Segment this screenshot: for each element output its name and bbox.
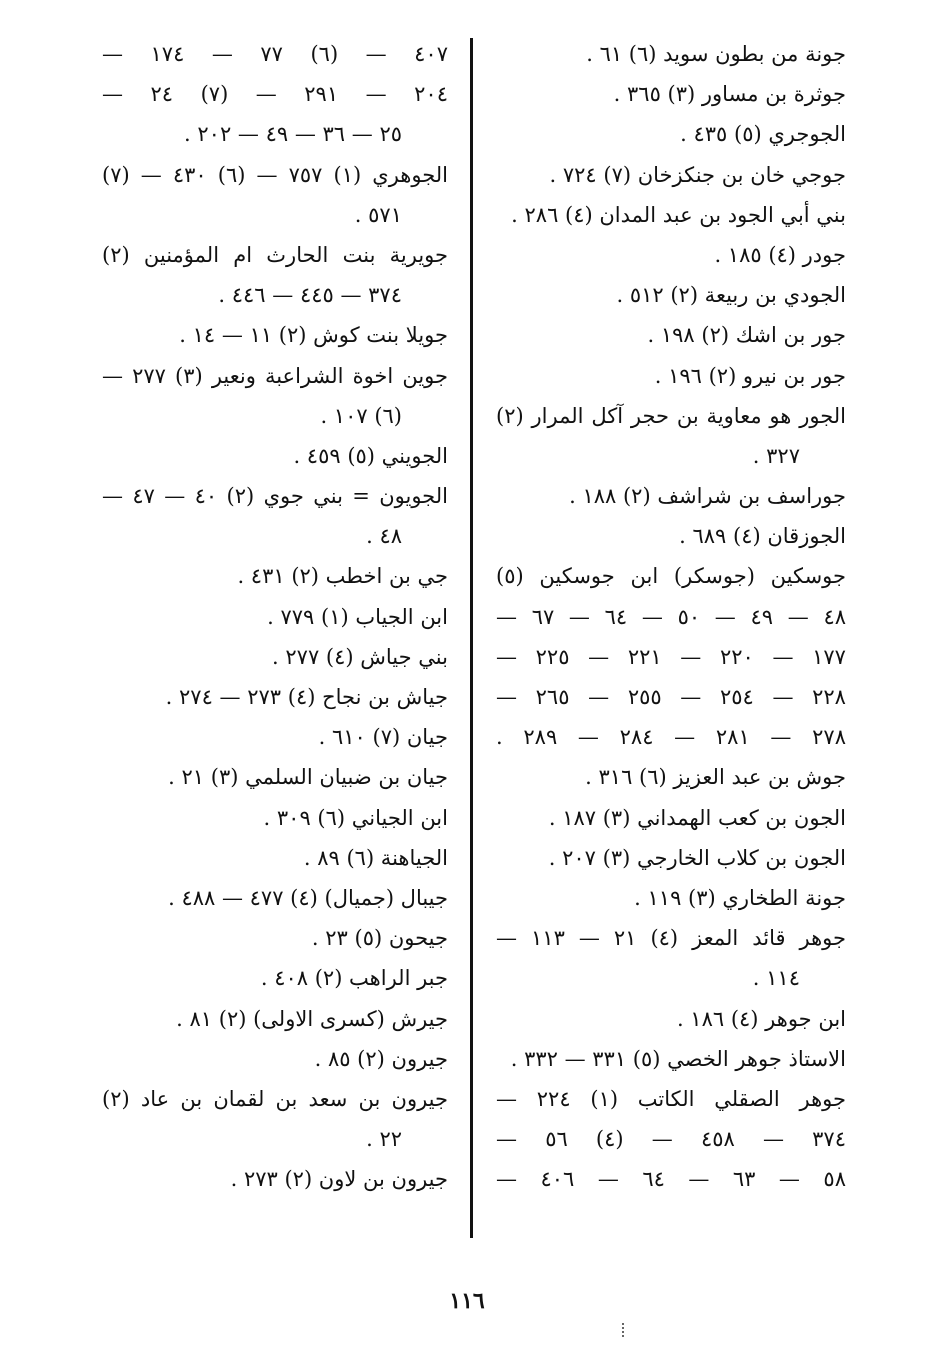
index-line: جوثرة بن مساور (٣) ٣٦٥ . xyxy=(613,82,846,107)
index-line: ٤٨ — ٤٩ — ٥٠ — ٦٤ — ٦٧ — xyxy=(496,604,846,629)
column-divider xyxy=(470,38,473,1238)
index-line: جيحون (٥) ٢٣ . xyxy=(311,926,448,951)
index-line: جويرية بنت الحارث ام المؤمنين (٢) xyxy=(102,242,448,267)
index-line: جوهر الصقلي الكاتب (١) ٢٢٤ — xyxy=(496,1086,846,1111)
index-line: جوهر قائد المعز (٤) ٢١ — ١١٣ — xyxy=(496,926,847,951)
page-number: ١١٦ xyxy=(449,1288,485,1314)
index-line: الاستاذ جوهر الخصي (٥) ٣٣١ — ٣٣٢ . xyxy=(510,1046,846,1071)
index-line: ٣٢٧ . xyxy=(752,443,800,468)
index-line: جور بن اشك (٢) ١٩٨ . xyxy=(647,323,846,348)
index-line: ٢٥ — ٣٦ — ٤٩ — ٢٠٢ . xyxy=(184,122,402,147)
scan-speck xyxy=(622,1323,627,1337)
index-line: بني جياش (٤) ٢٧٧ . xyxy=(272,644,448,669)
index-line: ٥٨ — ٦٣ — ٦٤ — ٤٠٦ — xyxy=(496,1167,846,1192)
index-line: بني أبي الجود بن عبد المدان (٤) ٢٨٦ . xyxy=(511,202,846,227)
index-line: جويلا بنت كوش (٢) ١١ — ١٤ . xyxy=(179,323,448,348)
index-line: الجويني (٥) ٤٥٩ . xyxy=(293,443,448,468)
index-line: جيرون بن سعد بن لقمان بن عاد (٢) xyxy=(102,1086,448,1111)
index-line: جي بن اخطب (٢) ٤٣١ . xyxy=(237,564,448,589)
index-line: جيبال (جميال) (٤) ٤٧٧ — ٤٨٨ . xyxy=(168,885,448,910)
index-line: ٥٧١ . xyxy=(354,202,402,227)
index-line: جيرون (٢) ٨٥ . xyxy=(314,1046,448,1071)
index-line: ٣٧٤ — ٤٤٥ — ٤٤٦ . xyxy=(218,283,402,308)
index-line: ٢٠٤ — ٢٩١ — (٧) ٢٤ — xyxy=(102,82,448,107)
index-line: جور بن نيرو (٢) ١٩٦ . xyxy=(654,363,846,388)
index-line: ١٧٧ — ٢٢٠ — ٢٢١ — ٢٢٥ — xyxy=(496,644,846,669)
index-line: جياش بن نجاح (٤) ٢٧٣ — ٢٧٤ . xyxy=(165,685,448,709)
index-line: ٢٢ . xyxy=(366,1127,402,1152)
index-line: ١١٤ . xyxy=(752,966,800,991)
index-line: جوسكين (جوسكر) ابن جوسكين (٥) xyxy=(496,564,846,589)
index-line: جونة الطخاري (٣) ١١٩ . xyxy=(634,885,846,910)
right-column xyxy=(496,34,846,1199)
index-line: الجوزقان (٤) ٦٨٩ . xyxy=(679,524,846,549)
index-line: جيرون بن لاون (٢) ٢٧٣ . xyxy=(230,1167,448,1192)
index-line: الجون بن كعب الهمداني (٣) ١٨٧ . xyxy=(548,805,846,830)
index-line: جوراسف بن شراشف (٢) ١٨٨ . xyxy=(569,484,846,509)
index-line: الجوجري (٥) ٤٣٥ . xyxy=(680,122,846,147)
index-line: جيرش (كسرى الاولى) (٢) ٨١ . xyxy=(176,1006,448,1031)
index-line: ابن جوهر (٤) ١٨٦ . xyxy=(676,1006,846,1031)
index-line: جبر الراهب (٢) ٤٠٨ . xyxy=(260,966,448,991)
index-line: جودر (٤) ١٨٥ . xyxy=(714,242,846,267)
index-line: الجودي بن ربيعة (٢) ٥١٢ . xyxy=(616,283,846,308)
index-line: جونة من بطون سويد (٦) ٦١ . xyxy=(586,42,846,66)
index-line: الجويون = بني جوي (٢) ٤٠ — ٤٧ — xyxy=(102,484,448,509)
index-line: جوجي خان بن جنكزخان (٧) ٧٢٤ . xyxy=(549,162,846,187)
index-line: ٤٠٧ — (٦) ٧٧ — ١٧٤ — xyxy=(102,42,448,66)
index-line: الجياهنة (٦) ٨٩ . xyxy=(303,845,448,870)
index-line: ٢٧٨ — ٢٨١ — ٢٨٤ — ٢٨٩ . xyxy=(496,725,846,750)
index-line: الجور هو معاوية بن حجر آكل المرار (٢) xyxy=(496,403,846,428)
index-line: ٤٨ . xyxy=(366,524,402,549)
index-line: جيان بن ضبيان السلمي (٣) ٢١ . xyxy=(168,765,448,790)
index-line: جيان (٧) ٦١٠ . xyxy=(318,725,448,750)
index-line: ابن الجياني (٦) ٣٠٩ . xyxy=(263,805,448,830)
index-line: جوش بن عبد العزيز (٦) ٣١٦ . xyxy=(585,765,846,790)
index-line: جوين اخوة الشراعبة ونعير (٣) ٢٧٧ — xyxy=(102,363,448,388)
left-column xyxy=(102,34,448,1199)
index-line: الجوهري (١) ٧٥٧ — (٦) ٤٣٠ — (٧) xyxy=(102,162,449,187)
index-line: الجون بن كلاب الخارجي (٣) ٢٠٧ . xyxy=(548,845,846,870)
index-line: (٦) ١٠٧ . xyxy=(320,403,402,428)
index-line: ٢٢٨ — ٢٥٤ — ٢٥٥ — ٢٦٥ — xyxy=(496,685,846,709)
index-line: ٣٧٤ — ٤٥٨ — (٤) ٥٦ — xyxy=(496,1127,846,1152)
index-line: ابن الجياب (١) ٧٧٩ . xyxy=(267,604,448,629)
